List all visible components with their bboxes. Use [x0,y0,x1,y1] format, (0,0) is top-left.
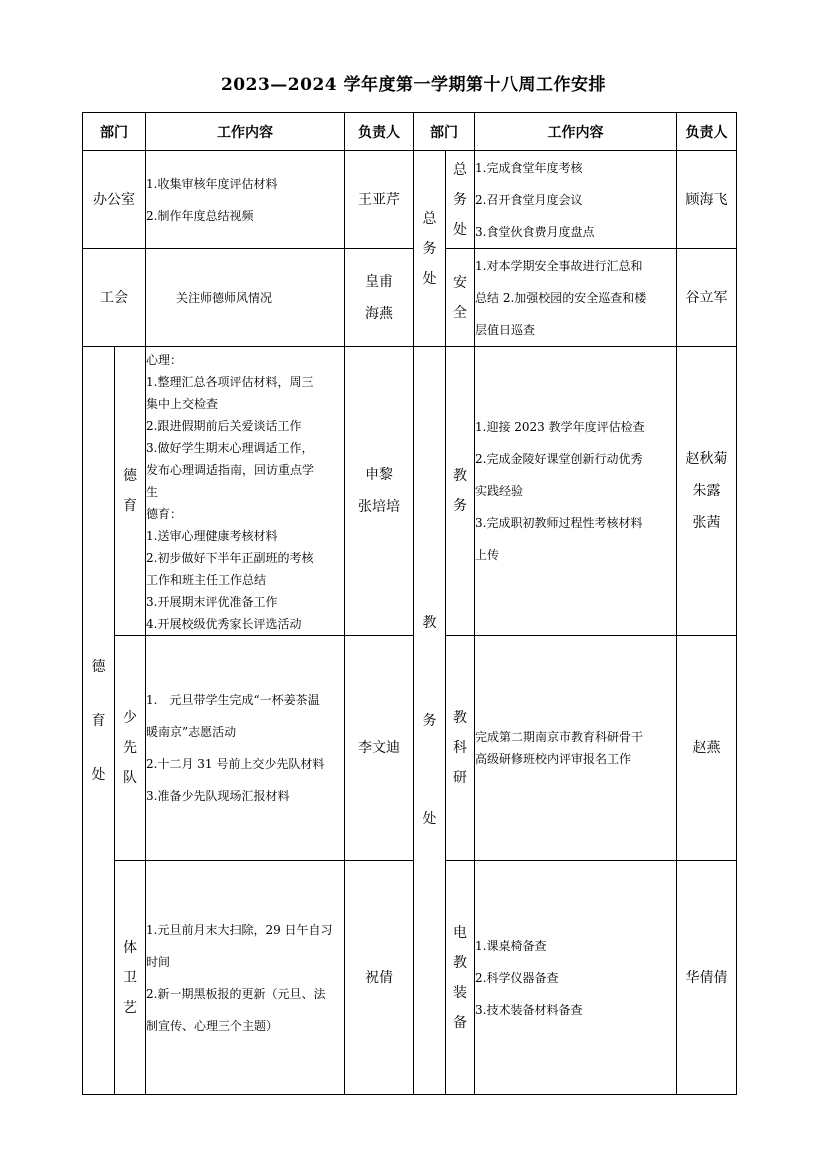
safety-item: 1.对本学期安全事故进行汇总和 [475,258,643,273]
pe-art-items [146,861,345,1095]
moral-item: 3.开展期末评优准备工作 [146,595,278,609]
equipment-item: 1.课桌椅备查 [475,938,547,953]
office-item: 2.制作年度总结视频 [146,208,254,223]
safety-owner: 谷立军 [677,249,737,347]
safety-item: 层值日巡查 [475,322,536,337]
header-owner-right: 负责人 [677,113,737,151]
pe-art-item: 制宣传、心理三个主题） [146,1018,279,1033]
header-dept-right: 部门 [414,113,475,151]
academic-item: 1.迎接 2023 教学年度评估检查 [475,420,645,434]
sub-equipment: 电 教 装 备 [446,861,475,1095]
moral-item: 1.整理汇总各项评估材料，周三 [146,375,314,389]
office-items [146,151,345,249]
sub-pioneers: 少 先 队 [115,636,146,861]
moral-item: 2.初步做好下半年正副班的考核 [146,551,314,565]
table-row [83,249,737,347]
pioneers-item: 3.准备少先队现场汇报材料 [146,789,290,803]
union-items [146,249,345,347]
equipment-owner: 华倩倩 [677,861,737,1095]
equipment-items [475,861,677,1095]
pioneers-owner: 李文迪 [345,636,414,861]
sub-academic: 教 务 [446,347,475,636]
moral-item: 发布心理调适指南，回访重点学 [146,463,315,477]
header-row [83,113,737,151]
sub-research: 教 科 研 [446,636,475,861]
logistics-items [475,151,677,249]
equipment-item: 2.科学仪器备查 [475,970,559,985]
dept-office: 办公室 [83,151,146,249]
academic-item: 3.完成职初教师过程性考核材料 [475,516,643,530]
moral-item: 心理： [146,353,183,367]
research-items [475,636,677,861]
logistics-item: 1.完成食堂年度考核 [475,160,583,175]
research-owner: 赵燕 [677,636,737,861]
logistics-owner: 顾海飞 [677,151,737,249]
office-item: 1.收集审核年度评估材料 [146,176,278,191]
pe-art-item: 时间 [146,954,171,969]
moral-item: 3.做好学生期末心理调适工作， [146,441,314,455]
sub-pe-art: 体 卫 艺 [115,861,146,1095]
moral-item: 德育： [146,507,183,521]
dept-general-affairs: 总 务 处 [414,151,446,347]
dept-academic: 教 务 处 [414,347,446,1095]
moral-item: 4.开展校级优秀家长评选活动 [146,617,302,631]
pioneers-item: 暖南京”志愿活动 [146,725,237,739]
table-row [83,347,737,636]
moral-item: 工作和班主任工作总结 [146,573,267,587]
moral-item: 生 [146,485,159,499]
moral-owner: 申黎 张培培 [345,347,414,636]
pe-art-owner: 祝倩 [345,861,414,1095]
moral-item: 集中上交检查 [146,397,219,411]
header-content-right: 工作内容 [475,113,677,151]
logistics-item: 2.召开食堂月度会议 [475,192,583,207]
safety-item: 总结 2.加强校园的安全巡查和楼 [475,290,647,305]
moral-items [146,347,345,636]
pioneers-item: 1. 元旦带学生完成“一杯姜茶温 [146,693,320,707]
sub-logistics: 总 务 处 [446,151,475,249]
logistics-item: 3.食堂伙食费月度盘点 [475,224,595,239]
pe-art-item: 1.元旦前月末大扫除，29 日午自习 [146,922,333,937]
moral-item: 2.跟进假期前后关爱谈话工作 [146,419,302,433]
academic-item: 2.完成金陵好课堂创新行动优秀 [475,452,643,466]
header-content: 工作内容 [146,113,345,151]
schedule-table [82,112,737,1095]
equipment-item: 3.技术装备材料备查 [475,1002,583,1017]
union-owner: 皇甫 海燕 [345,249,414,347]
header-dept: 部门 [83,113,146,151]
research-item: 完成第二期南京市教育科研骨干 [475,730,644,744]
pe-art-item: 2.新一期黑板报的更新（元旦、法 [146,986,326,1001]
table-row [83,636,737,861]
sub-moral: 德 育 [115,347,146,636]
sub-safety: 安 全 [446,249,475,347]
table-row [83,861,737,1095]
academic-items [475,347,677,636]
table-row [83,151,737,249]
dept-union: 工会 [83,249,146,347]
moral-item: 1.送审心理健康考核材料 [146,529,278,543]
header-owner: 负责人 [345,113,414,151]
page-title: 2023—2024 学年度第一学期第十八周工作安排 [220,75,607,95]
union-item: 关注师德师风情况 [176,290,273,305]
dept-moral: 德 育 处 [83,347,115,1095]
academic-owner: 赵秋菊 朱露 张茜 [677,347,737,636]
pioneers-items [146,636,345,861]
pioneers-item: 2.十二月 31 号前上交少先队材料 [146,757,325,771]
academic-item: 上传 [475,548,500,562]
research-item: 高级研修班校内评审报名工作 [475,752,632,766]
office-owner: 王亚芹 [345,151,414,249]
safety-items [475,249,677,347]
academic-item: 实践经验 [475,484,524,498]
